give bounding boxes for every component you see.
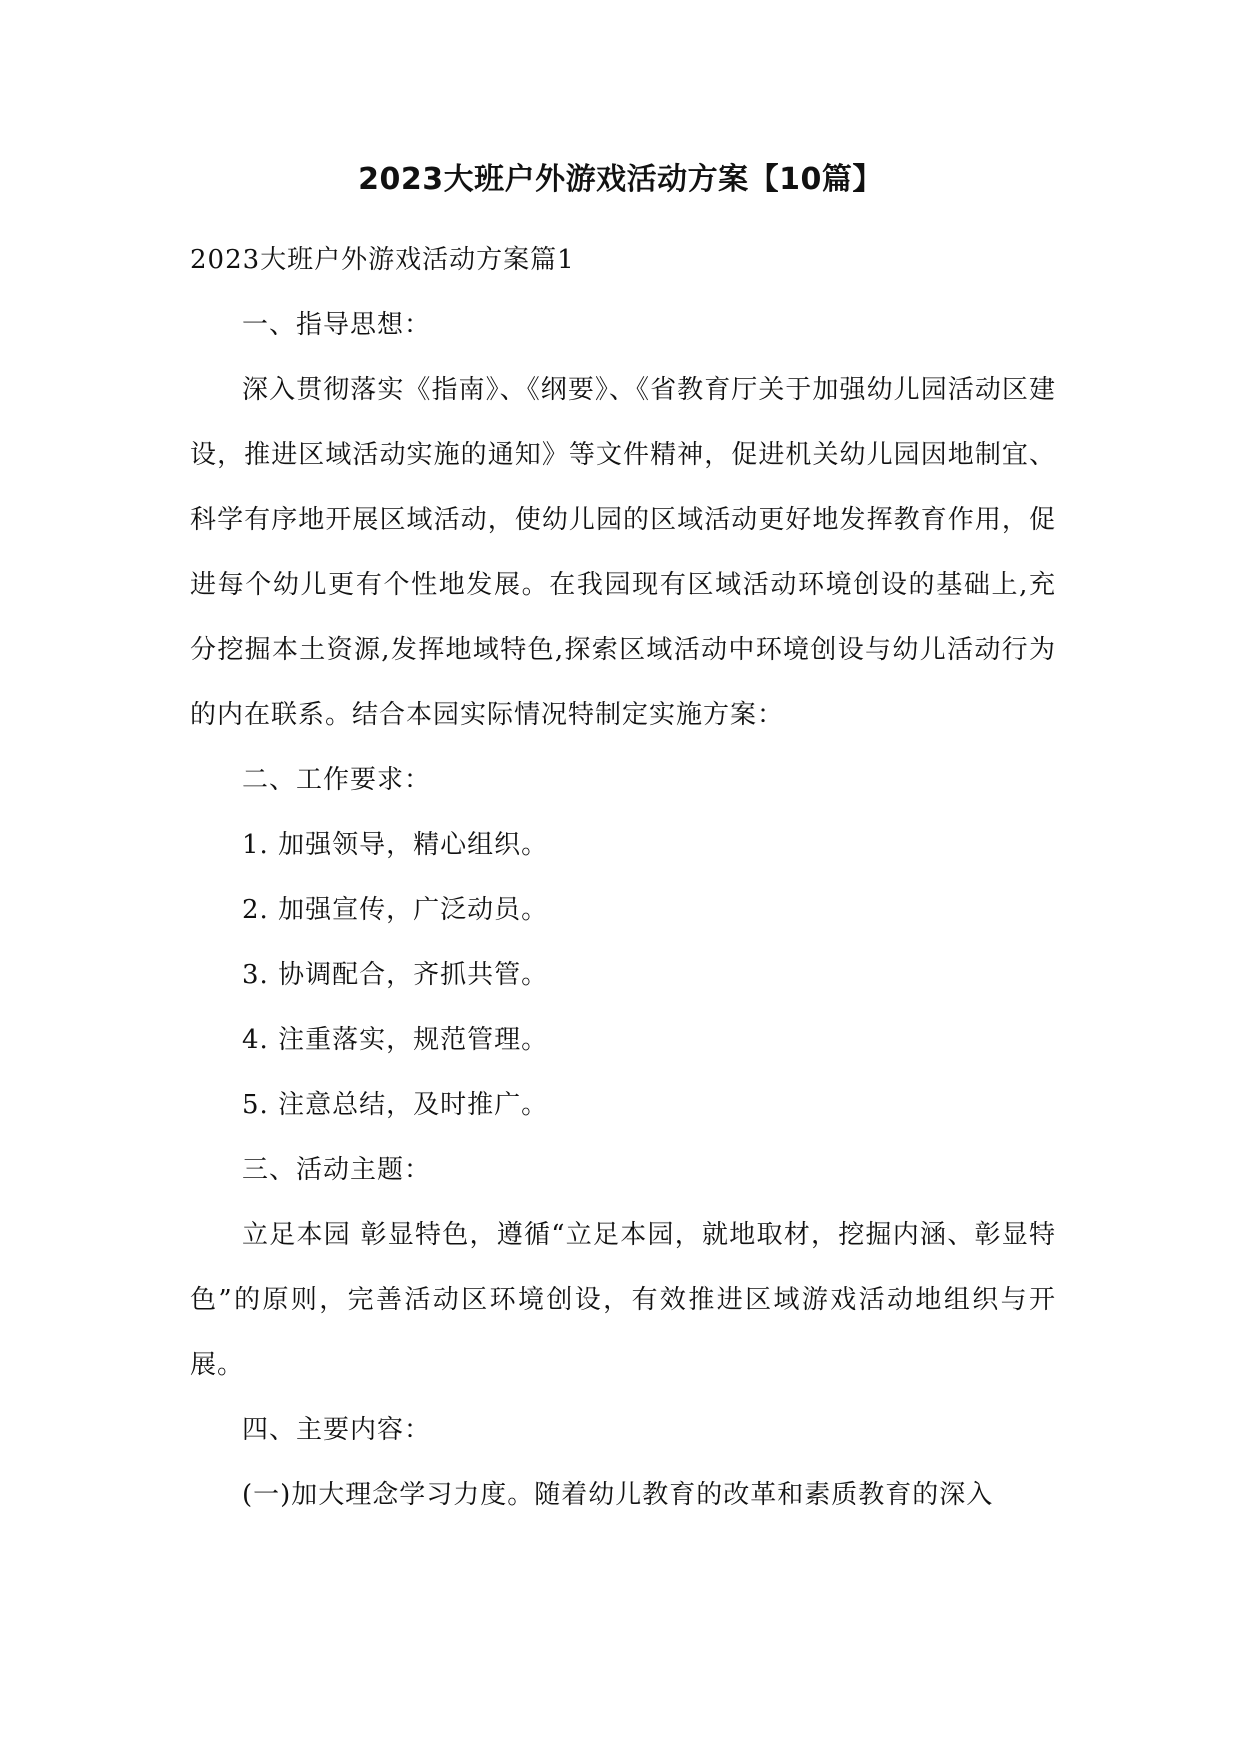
paragraph-12: (一)加大理念学习力度。随着幼儿教育的改革和素质教育的深入 xyxy=(242,1480,994,1510)
section-heading: 2023大班户外游戏活动方案篇1 xyxy=(190,245,575,275)
paragraph-11: 四、主要内容： xyxy=(242,1415,432,1445)
paragraph-8: 5. 注意总结，及时推广。 xyxy=(242,1090,549,1120)
paragraph-4: 1. 加强领导，精心组织。 xyxy=(242,830,549,860)
paragraph-5: 2. 加强宣传，广泛动员。 xyxy=(242,895,549,925)
paragraph-9: 三、活动主题： xyxy=(242,1155,432,1185)
paragraph-2: 深入贯彻落实《指南》、《纲要》、《省教育厅关于加强幼儿园活动区建设，推进区域活动实施的通知》等文件精神，促进机关幼儿园因地制宜、科学有序地开展区域活动，使幼儿园的区域活动更好地发挥教育作用，促进每个幼儿更有个性地发展。在我园现有区域活动环境创设的基础上,充分挖掘本土资源,发挥地域特色,探索区域活动中环境创设与幼儿活动行为的内在联系。结合本园实际情况特制定实施方案： xyxy=(190,375,1056,730)
paragraph-1: 一、指导思想： xyxy=(242,310,432,340)
paragraph-7: 4. 注重落实，规范管理。 xyxy=(242,1025,549,1055)
paragraph-10: 立足本园 彰显特色，遵循“立足本园，就地取材，挖掘内涵、彰显特色”的原则，完善活动区环境创设，有效推进区域游戏活动地组织与开展。 xyxy=(190,1220,1056,1380)
paragraph-3: 二、工作要求： xyxy=(242,765,432,795)
paragraph-6: 3. 协调配合，齐抓共管。 xyxy=(242,960,549,990)
document-title: 2023大班户外游戏活动方案【10篇】 xyxy=(358,162,883,197)
document-body xyxy=(190,228,1056,1528)
